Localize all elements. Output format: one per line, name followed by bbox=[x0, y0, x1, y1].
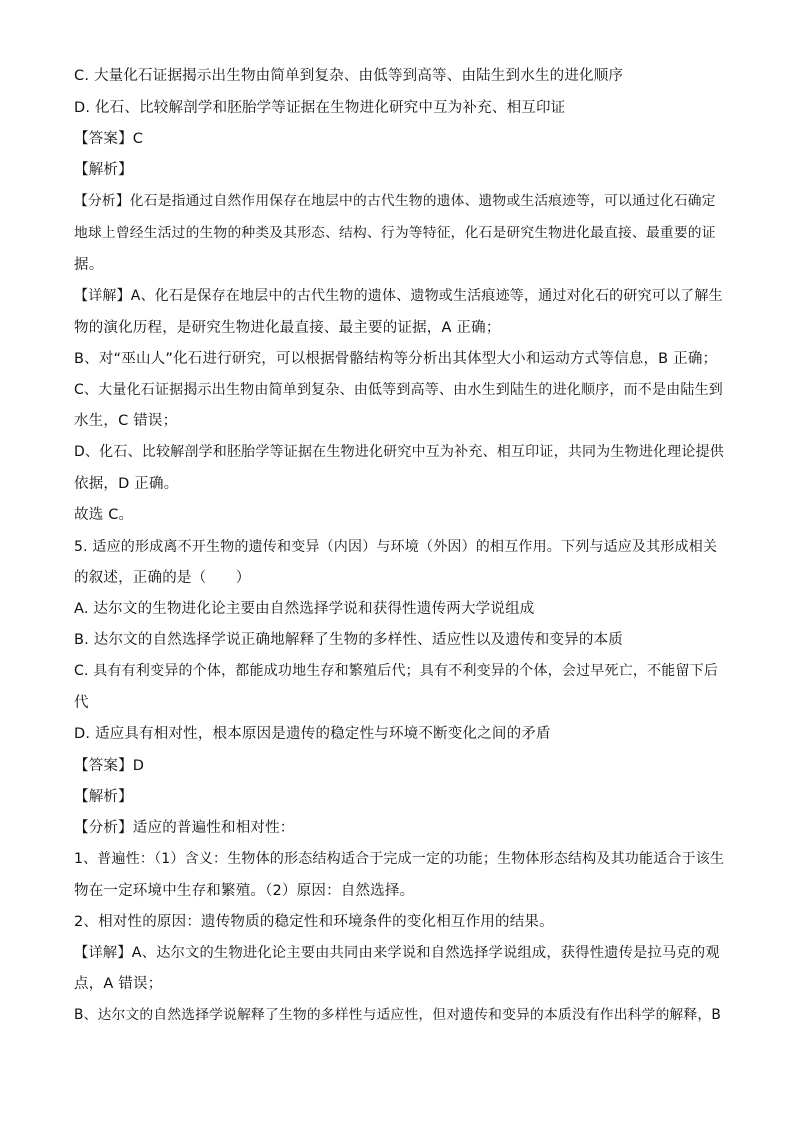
q5-answer: 【答案】D bbox=[74, 758, 145, 774]
q5-stem-line-2: 的叙述，正确的是（ ） bbox=[74, 570, 251, 586]
q4-analysis-line-2: 地球上曾经生活过的生物的种类及其形态、结构、行为等特征，化石是研究生物进化最直接、最重要的证 bbox=[74, 225, 716, 241]
q5-analysis-line-3: 物在一定环境中生存和繁殖。（2）原因：自然选择。 bbox=[74, 883, 415, 899]
q5-stem-line-1: 5. 适应的形成离不开生物的遗传和变异（内因）与环境（外因）的相互作用。下列与适应及其形成相关 bbox=[74, 539, 718, 555]
q5-analysis-line-4: 2、相对性的原因：遗传物质的稳定性和环境条件的变化相互作用的结果。 bbox=[74, 914, 554, 930]
q4-option-c: C. 大量化石证据揭示出生物由简单到复杂、由低等到高等、由陆生到水生的进化顺序 bbox=[74, 68, 624, 84]
q4-detail-line-1: 【详解】A、化石是保存在地层中的古代生物的遗体、遗物或生活痕迹等，通过对化石的研究可以了解生 bbox=[74, 288, 723, 304]
q4-detail-line-4: C、大量化石证据揭示出生物由简单到复杂、由低等到高等、由水生到陆生的进化顺序，而不是由陆生到 bbox=[74, 382, 723, 398]
q5-option-c-line-2: 代 bbox=[74, 695, 89, 711]
q4-analysis-line-1: 【分析】化石是指通过自然作用保存在地层中的古代生物的遗体、遗物或生活痕迹等，可以通过化石确定 bbox=[74, 193, 716, 209]
q4-answer: 【答案】C bbox=[74, 131, 144, 147]
q4-option-d: D. 化石、比较解剖学和胚胎学等证据在生物进化研究中互为补充、相互印证 bbox=[74, 100, 566, 116]
q4-detail-line-3: B、对“巫山人”化石进行研究，可以根据骨骼结构等分析出其体型大小和运动方式等信息，B 正确； bbox=[74, 351, 718, 367]
q5-analysis-title: 【解析】 bbox=[74, 789, 133, 805]
q4-detail-line-6: D、化石、比较解剖学和胚胎学等证据在生物进化研究中互为补充、相互印证，共同为生物进化理论提供 bbox=[74, 444, 724, 460]
q4-analysis-title: 【解析】 bbox=[74, 162, 133, 178]
q5-detail-line-1: 【详解】A、达尔文的生物进化论主要由共同由来学说和自然选择学说组成，获得性遗传是拉马克的观 bbox=[74, 945, 720, 961]
q4-conclusion: 故选 C。 bbox=[74, 507, 134, 523]
q5-detail-line-3: B、达尔文的自然选择学说解释了生物的多样性与适应性，但对遗传和变异的本质没有作出科学的解释，B bbox=[74, 1007, 722, 1023]
q4-detail-line-2: 物的演化历程，是研究生物进化最直接、最主要的证据，A 正确； bbox=[74, 320, 501, 336]
q5-option-c-line-1: C. 具有有利变异的个体，都能成功地生存和繁殖后代；具有不利变异的个体，会过早死亡，不能留下后 bbox=[74, 663, 719, 679]
q5-option-d: D. 适应具有相对性，根本原因是遗传的稳定性与环境不断变化之间的矛盾 bbox=[74, 726, 551, 742]
q5-analysis-line-1: 【分析】适应的普遍性和相对性： bbox=[74, 820, 295, 836]
q5-detail-line-2: 点，A 错误； bbox=[74, 976, 163, 992]
q4-detail-line-7: 依据，D 正确。 bbox=[74, 476, 179, 492]
q4-detail-line-5: 水生，C 错误； bbox=[74, 413, 178, 429]
q4-analysis-line-3: 据。 bbox=[74, 257, 104, 273]
q5-option-b: B. 达尔文的自然选择学说正确地解释了生物的多样性、适应性以及遗传和变异的本质 bbox=[74, 632, 623, 648]
q5-option-a: A. 达尔文的生物进化论主要由自然选择学说和获得性遗传两大学说组成 bbox=[74, 601, 535, 617]
q5-analysis-line-2: 1、普遍性：（1）含义：生物体的形态结构适合于完成一定的功能；生物体形态结构及其功能适合于该生 bbox=[74, 851, 725, 867]
